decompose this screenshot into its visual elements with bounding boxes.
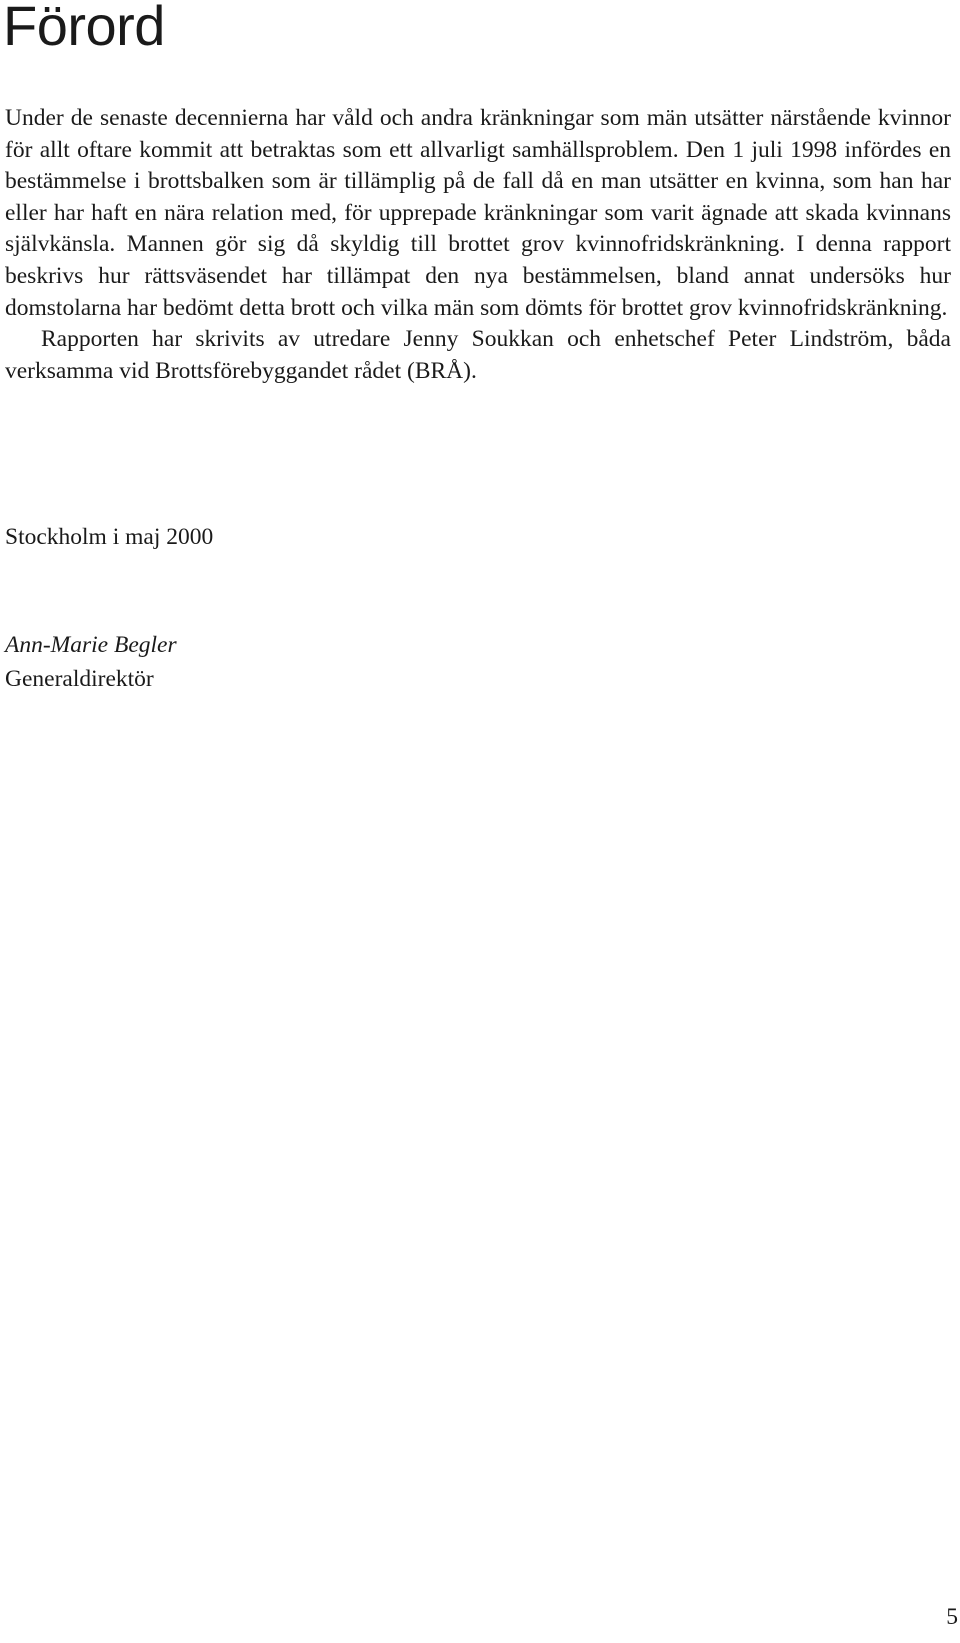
paragraph-intro: Under de senaste decennierna har våld och andra kränkningar som män utsätter närstående kvinnor för allt oftare kommit att betraktas som ett allvarligt samhällsproblem. Den 1 juli 1998 infördes en bestämmelse i brottsbalken som är tillämplig på de fall då en man utsätter en kvinna, som han har eller har haft en nära relation med, för upprepade kränkningar som varit ägnade att skada kvinnans självkänsla. Mannen gör sig då skyldig till brottet grov kvinnofridskränkning. I denna rapport beskrivs hur rättsväsendet har tillämpat den nya bestämmelsen, bland annat undersöks hur domstolarna har bedömt detta brott och vilka män som dömts för brottet grov kvinnofridskränkning.: [5, 105, 951, 321]
page-number: 5: [946, 1604, 958, 1630]
signatory-name: Ann-Marie Begler: [5, 632, 177, 658]
foreword-body: [5, 103, 951, 387]
paragraph-authors: Rapporten har skrivits av utredare Jenny Soukkan och enhetschef Peter Lindström, båda verksamma vid Brottsförebyggandet rådet (BRÅ).: [5, 326, 951, 384]
signatory-title: Generaldirektör: [5, 666, 154, 692]
page-title: Förord: [3, 0, 165, 57]
place-date: Stockholm i maj 2000: [5, 524, 214, 550]
